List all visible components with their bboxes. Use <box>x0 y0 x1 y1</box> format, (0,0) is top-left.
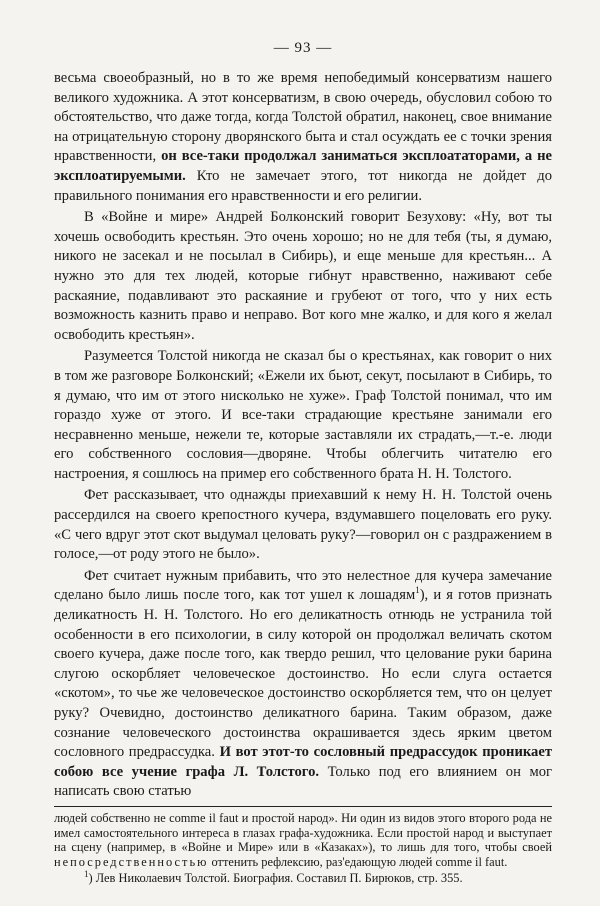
paragraph-1-emphasis: он все-таки продолжал заниматься эксплоататорами, а не эксплоатируемыми. <box>54 148 552 184</box>
footnote-continuation-text: людей собственно не comme il faut и простой народ». Ни один из видов этого второго рода не имел самостоятельного интереса в глазах графа-художника. Если простой народ и выступает на сцену (например, в «Войне и Мире» или в «Казаках»), то лишь для того, чтобы своей <box>54 810 552 855</box>
footnote-continuation-ending: оттенить рефлексию, раз'едающую людей comme il faut. <box>211 854 508 869</box>
footnote-ref: 1 <box>415 585 420 596</box>
paragraph-4: Фет рассказывает, что однажды приехавший к нему Н. Н. Толстой очень рассердился на своего крепостного кучера, вздумавшего поцеловать его руку. «С чего вдруг этот скот выдумал целовать руку?—говорил он с раздражением в голосе,—от роду этого не было». <box>54 487 552 563</box>
footnote-spaced-word: непосредственностью <box>54 854 209 869</box>
footnote-1 <box>54 871 552 886</box>
footnote-continuation <box>54 811 552 869</box>
main-text <box>54 69 552 802</box>
paragraph-5-continued: ), и я готов признать деликатность Н. Н. Толстого. Но его деликатность отнюдь не устранила той особенности в его психологии, в силу которой он продолжал величать скотом своего кучера, даже после того, как твердо решил, что целование руки барина слугою оскорбляет человеческое достоинство. Но если слуга остается «скотом», то чье же человеческое достоинство оскорбляется тем, что он целует руку? Очевидно, достоинство деликатного барина. Таким образом, даже сознание человеческого достоинства окрашивается здесь ярким цветом сословного предрассудка. <box>54 587 552 761</box>
footnote-1-text: ) Лев Николаевич Толстой. Биография. Составил П. Бирюков, стр. 355. <box>88 871 463 886</box>
paragraph-1-text: весьма своеобразный, но в то же время непобедимый консерватизм нашего великого художника. А этот консерватизм, в свою очередь, обусловил собою то обстоятельство, что даже тогда, когда Толстой обратил, наконец, свое внимание на отрицательную сторону дворянского быта и стал осуждать ее с точки зрения нравственности, <box>54 70 552 165</box>
footnote-1-mark: 1 <box>84 869 89 880</box>
paragraph-5-emphasis: И вот этот-то сословный предрассудок проникает собою все учение графа Л. Толстого. <box>54 744 552 780</box>
paragraph-5-ending: Только под его влиянием он мог написать свою статью <box>54 763 552 800</box>
paragraph-3: Разумеется Толстой никогда не сказал бы о крестьянах, как говорит о них в том же разговоре Болконский; «Ежели их бьют, секут, посылают в Сибирь, то я думаю, что им от этого нисколько не хуже». Граф Толстой понимал, что им гораздо хуже от этого. И все-таки страдающие крестьяне занимали его несравненно меньше, нежели те, которые заставляли их страдать,—т.-е. люди его собственного сословия—дворяне. Чтобы облегчить читателю его настроения, я сошлюсь на пример его собственного брата Н. Н. Толстого. <box>54 348 552 482</box>
paragraph-1-ending: Кто не замечает этого, тот никогда не дойдет до правильного понимания его нравственности и его религии. <box>54 167 552 204</box>
footnote-divider <box>54 806 552 807</box>
footnotes <box>54 811 552 886</box>
paragraph-5 <box>54 567 552 802</box>
paragraph-2: В «Войне и мире» Андрей Болконский говорит Безухову: «Ну, вот ты хочешь освободить крестьян. Это очень хорошо; но не для тебя (ты, я думаю, никого не засекал и не посылал в Сибирь), и еще меньше для крестьян... А нужно это для тех людей, которые гибнут нравственно, наживают себе раскаяние, подавливают это раскаяние и грубеют от того, что у них есть возможность казнить право и неправо. Вот кого мне жалко, и для кого я желал освободить крестьян». <box>54 209 552 343</box>
paragraph-5-text: Фет считает нужным прибавить, что это нелестное для кучера замечание сделано было лишь после того, как тот ушел к лошадям <box>54 567 552 604</box>
paragraph-1 <box>54 69 552 206</box>
page-number: — 93 — <box>273 40 333 56</box>
